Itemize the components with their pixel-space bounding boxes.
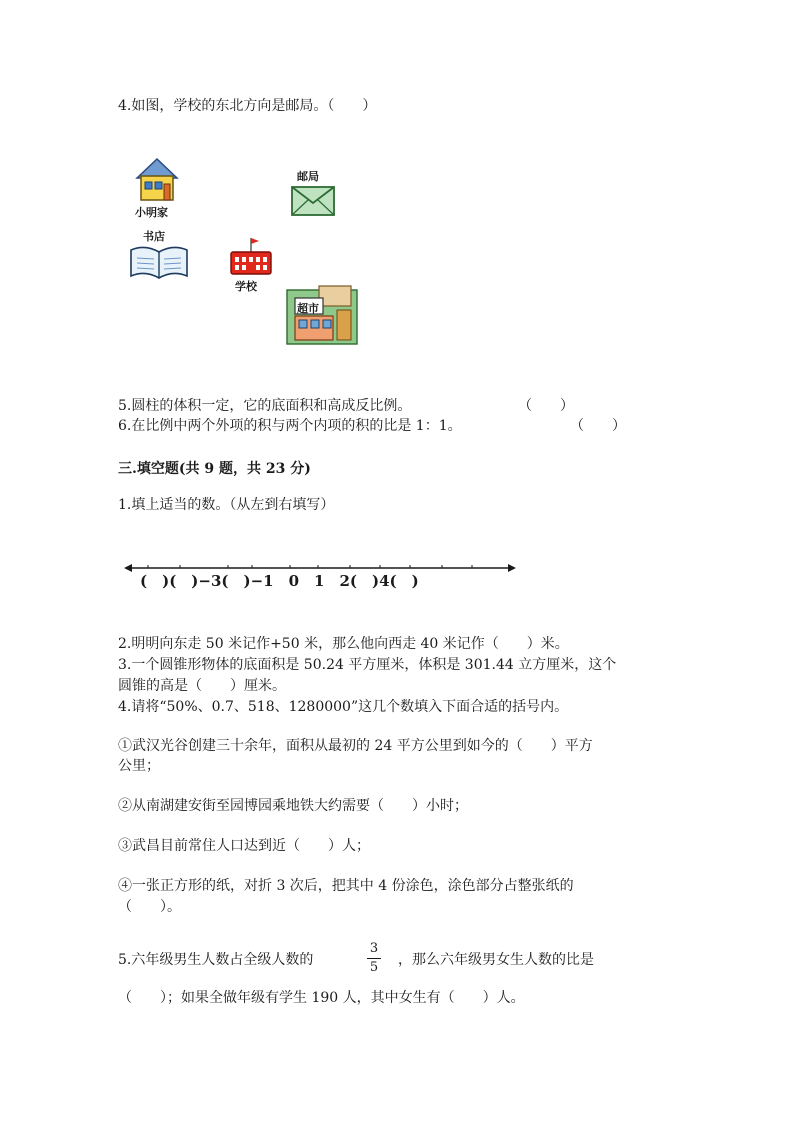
home-label: 小明家 xyxy=(135,206,168,219)
fill-4-item-3: ③武昌目前常住人口达到近（ ）人； xyxy=(118,838,370,854)
fill-4-item-1-line-2: 公里； xyxy=(118,758,160,774)
fill-5-part-2: ，那么六年级男女生人数的比是 xyxy=(398,952,594,968)
fraction-three-fifths xyxy=(367,942,381,975)
fill-4-item-4-line-2: （ ）。 xyxy=(118,899,181,915)
school-label: 学校 xyxy=(235,280,257,293)
fraction-numerator: 3 xyxy=(369,941,379,956)
question-6-text: 6.在比例中两个外项的积与两个内项的积的比是 1：1。 xyxy=(118,418,462,434)
school-icon xyxy=(229,236,273,276)
fraction-denominator: 5 xyxy=(369,960,379,975)
book-icon xyxy=(129,244,189,280)
question-6-answer-paren[interactable]: （ ） xyxy=(570,418,626,434)
fill-5-part-1: 5.六年级男生人数占全级人数的 xyxy=(118,952,314,968)
direction-map xyxy=(125,150,375,350)
fill-2-text: 2.明明向东走 50 米记作+50 米，那么他向西走 40 米记作（ ）米。 xyxy=(118,636,569,652)
fill-4-item-1-line-1: ①武汉光谷创建三十余年，面积从最初的 24 平方公里到如今的（ ）平方 xyxy=(118,738,593,754)
question-4-text: 4.如图，学校的东北方向是邮局。（ ） xyxy=(118,98,377,114)
fraction-bar xyxy=(367,958,381,959)
fill-4-item-4-line-1: ④一张正方形的纸，对折 3 次后，把其中 4 份涂色，涂色部分占整张纸的 xyxy=(118,878,574,894)
fill-5-line-2: （ ）；如果全做年级有学生 190 人，其中女生有（ ）人。 xyxy=(118,990,525,1006)
bookstore-label: 书店 xyxy=(143,230,165,243)
question-5-answer-paren[interactable]: （ ） xyxy=(518,398,574,414)
question-5-text: 5.圆柱的体积一定，它的底面积和高成反比例。 xyxy=(118,398,412,414)
fill-4-item-2: ②从南湖建安街至园博园乘地铁大约需要（ ）小时； xyxy=(118,798,468,814)
supermarket-label: 超市 xyxy=(297,302,319,315)
section-3-title: 三.填空题(共 9 题，共 23 分) xyxy=(118,461,311,477)
post-office-label: 邮局 xyxy=(297,170,319,183)
envelope-icon xyxy=(291,186,335,216)
fill-1-text: 1.填上适当的数。（从左到右填写） xyxy=(118,497,335,513)
fill-3-line-1: 3.一个圆锥形物体的底面积是 50.24 平方厘米，体积是 301.44 立方厘米，这个 xyxy=(118,657,617,673)
fill-3-line-2: 圆锥的高是（ ）厘米。 xyxy=(118,678,286,694)
fill-4-text: 4.请将“50%、0.7、518、1280000”这几个数填入下面合适的括号内。 xyxy=(118,699,569,715)
house-icon xyxy=(133,156,181,204)
number-line-labels: ( )( )−3( )−1 0 1 2( )4( ) xyxy=(140,572,419,590)
